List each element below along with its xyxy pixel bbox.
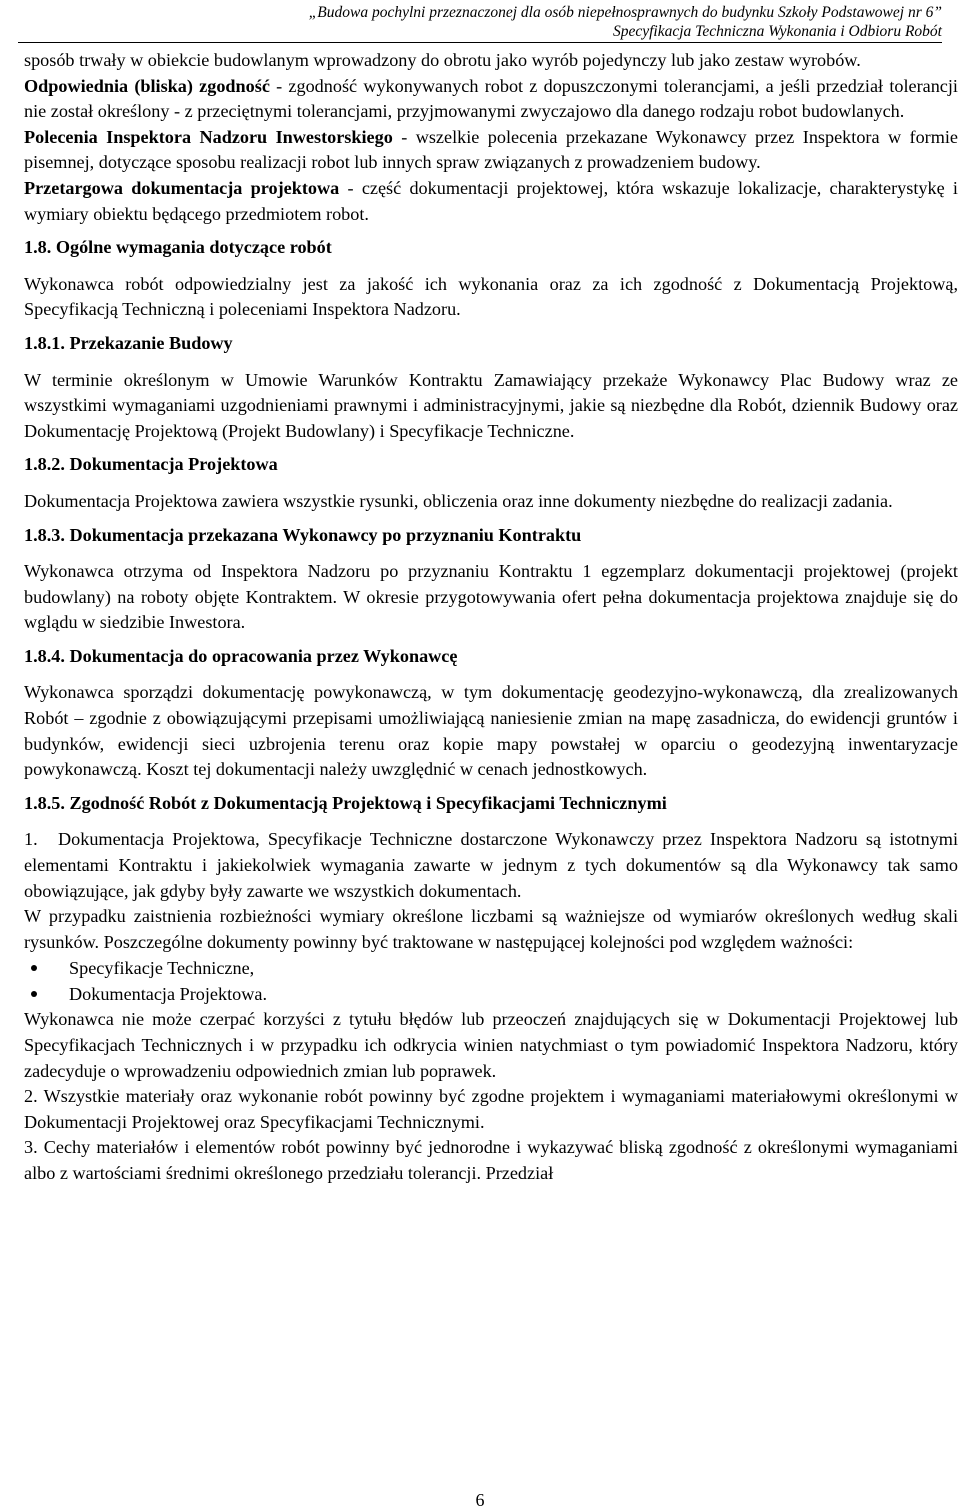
page-number: 6: [475, 1490, 485, 1510]
definition-text: - część dokumentacji projektowej, która wskazuje lokalizacje, charakterystykę i wymiary obiektu będącego przedmiotem robot.: [24, 177, 958, 224]
definition-term: Polecenia Inspektora Nadzoru Inwestorskiego: [24, 126, 393, 147]
item-number: 1.: [24, 829, 38, 850]
page-header: [0, 0, 960, 42]
section-heading-1-8-1: 1.8.1. Przekazanie Budowy: [24, 332, 233, 353]
definition-odpowiednia-zgodnosc: [24, 74, 958, 125]
definition-text: - wszelkie polecenia przekazane Wykonawcy przez Inspektora w formie pisemnej, dotyczące sposobu realizacji robot lub innych spraw związanych z prowadzeniem budowy.: [24, 126, 959, 173]
intro-paragraph: sposób trwały w obiekcie budowlanym wprowadzony do obrotu jako wyrób pojedynczy lub jako zestaw wyrobów.: [24, 50, 861, 70]
bullet-icon: [31, 965, 37, 971]
header-project-title: „Budowa pochylni przeznaczonej dla osób niepełnosprawnych do budynku Szkoły Podstawowej nr 6”: [308, 4, 942, 21]
section-heading-1-8-5: 1.8.5. Zgodność Robót z Dokumentacją Projektową i Specyfikacjami Technicznymi: [24, 792, 667, 813]
section-text-1-8: Wykonawca robót odpowiedzialny jest za jakość ich wykonania oraz za ich zgodność z Dokumentacją Projektową, Specyfikacją Techniczną i poleceniami Inspektora Nadzoru.: [24, 273, 958, 320]
section-heading-1-8-4: 1.8.4. Dokumentacja do opracowania przez Wykonawcę: [24, 645, 458, 666]
definition-text: - zgodność wykonywanych robot z dopuszczonymi tolerancjami, a jeśli przedział tolerancji nie został określony - z przeciętnymi tolerancjami, przyjmowanymi zwyczajowo dla danego rodzaju robot budowlanych.: [24, 75, 958, 122]
definition-polecenia-inspektora: [24, 125, 958, 176]
section-text-1-8-2: Dokumentacja Projektowa zawiera wszystkie rysunki, obliczenia oraz inne dokumenty niezbędne do realizacji zadania.: [24, 490, 893, 511]
paragraph-rozbieznosci: W przypadku zaistnienia rozbieżności wymiary określone liczbami są ważniejsze od wymiarów określonych według skali rysunków. Poszczególne dokumenty powinny być traktowane w następującej kolejności pod względem ważności:: [24, 906, 958, 952]
section-heading-1-8: 1.8. Ogólne wymagania dotyczące robót: [24, 237, 332, 258]
priority-list: [24, 955, 958, 1007]
item-text: Cechy materiałów i elementów robót powinny być jednorodne i wykazywać bliską zgodność z określonymi wymaganiami albo z wartościami średnimi określonego przedziału tolerancji. Przedział: [24, 1137, 958, 1183]
paragraph-bledy: Wykonawca nie może czerpać korzyści z tytułu błędów lub przeoczeń znajdujących się w Dokumentacji Projektowej lub Specyfikacjach Technicznych i w przypadku ich odkrycia winien natychmiast o tym powiadomić Inspektora Nadzoru, który zadecyduje o wprowadzeniu odpowiednich zmian lub poprawek.: [24, 1009, 958, 1081]
list-item: Specyfikacje Techniczne,: [24, 955, 958, 981]
definition-term: Przetargowa dokumentacja projektowa: [24, 177, 340, 198]
numbered-item-3: [24, 1135, 958, 1186]
section-text-1-8-3: Wykonawca otrzyma od Inspektora Nadzoru po przyznaniu Kontraktu 1 egzemplarz dokumentacji projektowej (projekt budowlany) na roboty objęte Kontraktem. W okresie przygotowywania ofert pełna dokumentacja projektowa znajduje się do wglądu w siedzibie Inwestora.: [24, 561, 958, 633]
item-number: 2.: [24, 1086, 38, 1107]
bullet-icon: [31, 991, 37, 997]
header-document-title: Specyfikacja Techniczna Wykonania i Odbioru Robót: [612, 23, 942, 40]
item-number: 3.: [24, 1137, 38, 1158]
list-item: Dokumentacja Projektowa.: [24, 981, 958, 1007]
page-content: [24, 48, 958, 1187]
definition-term: Odpowiednia (bliska) zgodność: [24, 75, 270, 96]
section-heading-1-8-2: 1.8.2. Dokumentacja Projektowa: [24, 454, 278, 475]
section-text-1-8-1: W terminie określonym w Umowie Warunków Kontraktu Zamawiający przekaże Wykonawcy Plac Budowy wraz ze wszystkimi wymaganiami uzgodnieniami prawnymi i administracyjnymi, jakie są niezbędne dla Robót, dziennik Budowy oraz Dokumentację Projektową (Projekt Budowlany) i Specyfikacje Techniczne.: [24, 369, 958, 441]
numbered-item-1: [24, 827, 958, 904]
item-text: Dokumentacja Projektowa, Specyfikacje Techniczne dostarczone Wykonawczy przez Inspektora Nadzoru są istotnymi elementami Kontraktu i jakiekolwiek wymagania zawarte w jednym z tych dokumentów są dla Wykonawcy tak samo obowiązujące, jak gdyby były zawarte we wszystkich dokumentach.: [24, 829, 958, 901]
definition-przetargowa-dokumentacja: [24, 176, 958, 227]
item-text: Wszystkie materiały oraz wykonanie robót powinny być zgodne projektem i wymaganiami materiałowymi określonymi w Dokumentacji Projektowej oraz Specyfikacjami Technicznymi.: [24, 1086, 958, 1132]
section-text-1-8-4: Wykonawca sporządzi dokumentację powykonawczą, w tym dokumentację geodezyjno-wykonawczą, dla zrealizowanych Robót – zgodnie z obowiązującymi przepisami umożliwiającą naniesienie zmian na mapę zasadnicza, do ewidencji gruntów i budynków, ewidencji sieci uzbrojenia terenu oraz kopie mapy powstałej w oparciu o geodezyjną inwentaryzacje powykonawczą. Koszt tej dokumentacji należy uwzględnić w cenach jednostkowych.: [24, 682, 958, 780]
numbered-item-2: [24, 1084, 958, 1135]
header-divider: [18, 42, 942, 43]
section-heading-1-8-3: 1.8.3. Dokumentacja przekazana Wykonawcy po przyznaniu Kontraktu: [24, 524, 582, 545]
